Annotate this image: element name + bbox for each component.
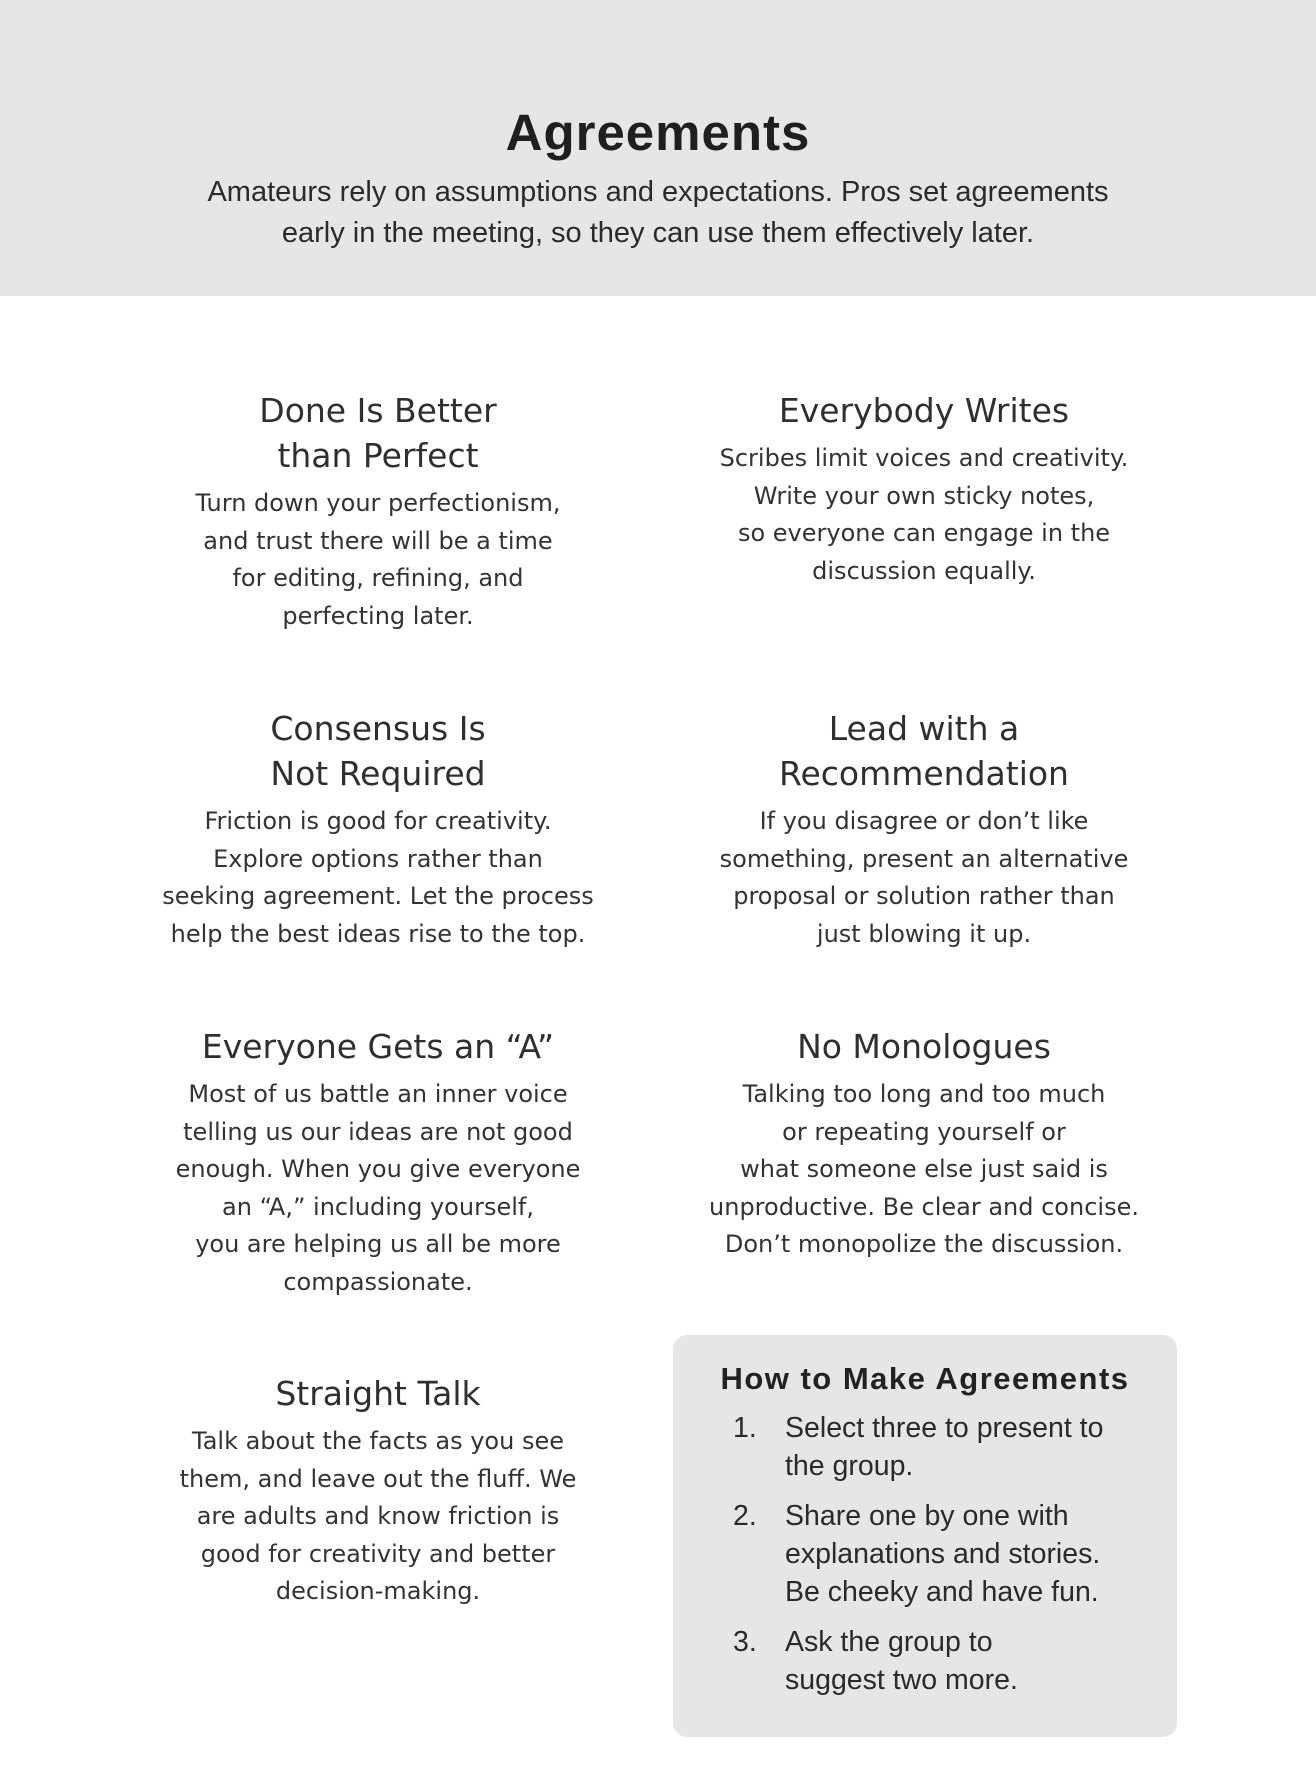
body-line: or repeating yourself or: [782, 1117, 1066, 1146]
body-line: are adults and know friction is: [196, 1502, 560, 1530]
agreement-title: [684, 706, 1164, 796]
body-line: compassionate.: [283, 1267, 473, 1296]
body-line: Most of us battle an inner voice: [188, 1080, 568, 1108]
title-line: Consensus Is: [270, 709, 486, 748]
step-number: 2.: [733, 1500, 757, 1532]
title-line: Everybody Writes: [778, 391, 1070, 430]
body-line: Write your own sticky notes,: [753, 481, 1095, 510]
agreement-lead-with-recommendation: [684, 706, 1164, 953]
body-line: telling us our ideas are not good: [183, 1117, 573, 1146]
agreement-body: [138, 1076, 618, 1301]
agreement-title: [684, 1024, 1164, 1069]
step-line: suggest two more.: [785, 1664, 1018, 1696]
body-line: for editing, refining, and: [232, 564, 524, 592]
body-line: them, and leave out the fluff. We: [179, 1464, 577, 1493]
body-line: and trust there will be a time: [203, 526, 553, 555]
body-line: an “A,” including yourself,: [222, 1192, 534, 1221]
body-line: so everyone can engage in the: [737, 519, 1111, 547]
body-line: what someone else just said is: [740, 1155, 1108, 1183]
agreement-everybody-writes: [684, 388, 1164, 590]
how-to-step: [733, 1409, 1163, 1485]
agreement-body: [684, 1076, 1164, 1264]
how-to-steps: [733, 1409, 1163, 1711]
body-line: something, present an alternative: [719, 844, 1129, 873]
body-line: If you disagree or don’t like: [759, 807, 1089, 835]
agreement-body: [138, 1423, 618, 1611]
step-line: Ask the group to: [785, 1626, 993, 1658]
agreement-no-monologues: [684, 1024, 1164, 1264]
body-line: you are helping us all be more: [195, 1230, 561, 1258]
subtitle-line: Amateurs rely on assumptions and expectations. Pros set agreements: [207, 176, 1109, 208]
agreement-body: [138, 485, 618, 635]
title-line: Straight Talk: [275, 1374, 481, 1413]
agreement-done-is-better: [138, 388, 618, 635]
agreement-consensus: [138, 706, 618, 953]
agreement-body: [684, 440, 1164, 590]
step-line: Select three to present to: [785, 1412, 1104, 1444]
subtitle-line: early in the meeting, so they can use them effectively later.: [281, 217, 1035, 249]
body-line: Scribes limit voices and creativity.: [719, 444, 1129, 472]
body-line: good for creativity and better: [200, 1539, 556, 1568]
agreement-title: [138, 388, 618, 478]
title-line: Recommendation: [779, 754, 1069, 793]
title-line: Everyone Gets an “A”: [201, 1027, 555, 1066]
body-line: decision-making.: [275, 1577, 481, 1605]
body-line: perfecting later.: [282, 601, 474, 630]
body-line: Turn down your perfectionism,: [195, 489, 561, 517]
title-line: Done Is Better: [259, 391, 497, 430]
body-line: help the best ideas rise to the top.: [170, 919, 586, 948]
title-line: No Monologues: [797, 1027, 1051, 1066]
agreement-everyone-gets-an-a: [138, 1024, 618, 1301]
body-line: seeking agreement. Let the process: [162, 882, 594, 910]
page-subtitle: [170, 172, 1146, 254]
agreement-title: [138, 706, 618, 796]
page-title: Agreements: [505, 104, 811, 161]
agreement-body: [684, 803, 1164, 953]
how-to-step: [733, 1497, 1163, 1611]
title-line: Not Required: [270, 754, 486, 793]
body-line: Talk about the facts as you see: [192, 1427, 564, 1455]
agreement-title: [684, 388, 1164, 433]
agreement-title: [138, 1024, 618, 1069]
title-line: than Perfect: [277, 436, 479, 475]
step-line: Be cheeky and have fun.: [785, 1576, 1099, 1608]
body-line: unproductive. Be clear and concise.: [709, 1192, 1139, 1221]
body-line: just blowing it up.: [816, 919, 1032, 948]
agreement-straight-talk: [138, 1371, 618, 1611]
step-line: Share one by one with: [785, 1500, 1069, 1532]
body-line: enough. When you give everyone: [175, 1155, 581, 1183]
step-line: explanations and stories.: [785, 1538, 1101, 1570]
step-number: 3.: [733, 1626, 757, 1658]
body-line: Talking too long and too much: [742, 1080, 1106, 1108]
step-line: the group.: [785, 1450, 914, 1482]
title-line: Lead with a: [828, 709, 1020, 748]
body-line: discussion equally.: [812, 556, 1036, 585]
agreement-title: [138, 1371, 618, 1416]
header-band: [0, 0, 1316, 296]
step-number: 1.: [733, 1412, 757, 1444]
agreement-body: [138, 803, 618, 953]
body-line: Don’t monopolize the discussion.: [724, 1230, 1124, 1258]
how-to-box: [673, 1335, 1177, 1737]
how-to-title: How to Make Agreements: [720, 1361, 1130, 1396]
body-line: proposal or solution rather than: [733, 882, 1115, 910]
how-to-step: [733, 1623, 1163, 1699]
body-line: Explore options rather than: [213, 844, 543, 873]
body-line: Friction is good for creativity.: [204, 807, 552, 835]
